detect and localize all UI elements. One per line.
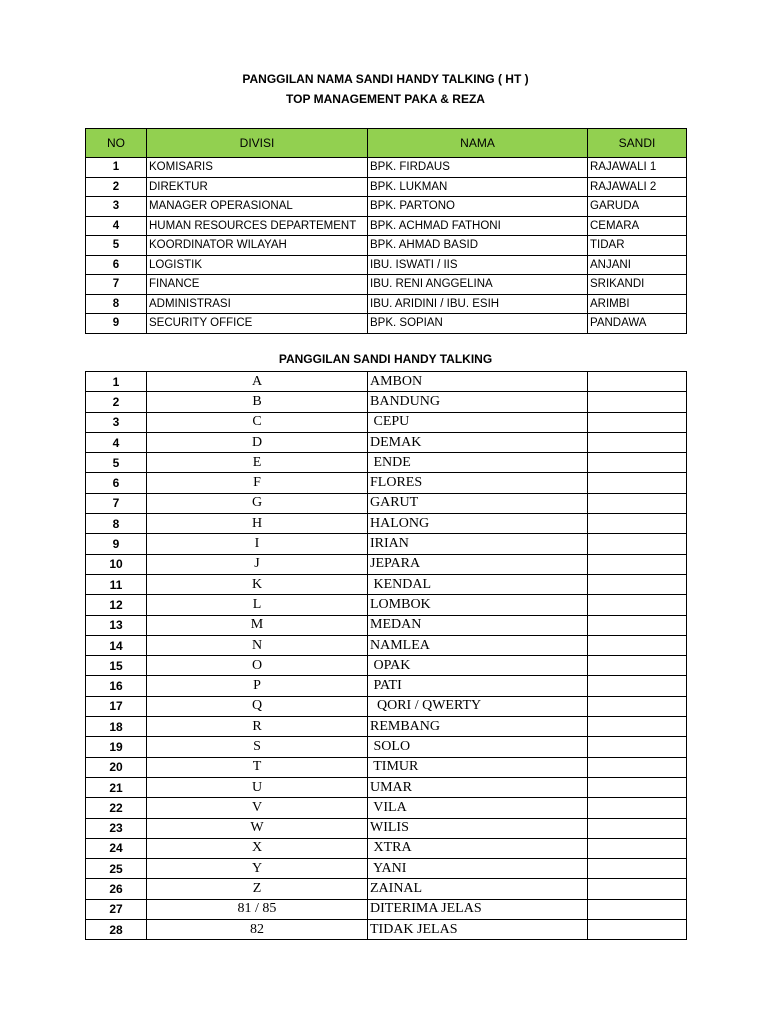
cell-no: 3 [86, 412, 147, 432]
cell-no: 14 [86, 635, 147, 655]
cell-word: KENDAL [368, 574, 588, 594]
cell-no: 6 [86, 255, 147, 275]
cell-divisi: DIREKTUR [147, 177, 368, 197]
header-no: NO [86, 129, 147, 158]
table-row [86, 197, 687, 217]
table-row [86, 432, 687, 452]
cell-nama: BPK. AHMAD BASID [368, 236, 588, 256]
cell-word: ENDE [368, 453, 588, 473]
cell-no: 26 [86, 879, 147, 899]
cell-no: 18 [86, 717, 147, 737]
cell-no: 24 [86, 838, 147, 858]
cell-empty [588, 757, 687, 777]
cell-empty [588, 534, 687, 554]
cell-empty [588, 392, 687, 412]
cell-word: DEMAK [368, 432, 588, 452]
cell-no: 27 [86, 899, 147, 919]
cell-nama: IBU. ISWATI / IIS [368, 255, 588, 275]
cell-no: 25 [86, 859, 147, 879]
cell-empty [588, 635, 687, 655]
header-sandi: SANDI [588, 129, 687, 158]
cell-divisi: ADMINISTRASI [147, 294, 368, 314]
cell-sandi: PANDAWA [588, 314, 687, 334]
cell-letter: G [147, 493, 368, 513]
cell-no: 17 [86, 696, 147, 716]
cell-word: YANI [368, 859, 588, 879]
cell-no: 8 [86, 514, 147, 534]
cell-word: CEPU [368, 412, 588, 432]
cell-empty [588, 838, 687, 858]
cell-word: AMBON [368, 372, 588, 392]
cell-sandi: SRIKANDI [588, 275, 687, 295]
cell-word: XTRA [368, 838, 588, 858]
table-row [86, 255, 687, 275]
cell-letter: I [147, 534, 368, 554]
table-row [86, 879, 687, 899]
cell-word: ZAINAL [368, 879, 588, 899]
table-row [86, 757, 687, 777]
table-row [86, 294, 687, 314]
cell-word: SOLO [368, 737, 588, 757]
cell-empty [588, 615, 687, 635]
codes-table-title: PANGGILAN SANDI HANDY TALKING [278, 352, 493, 366]
cell-empty [588, 574, 687, 594]
cell-no: 15 [86, 656, 147, 676]
cell-letter: B [147, 392, 368, 412]
cell-letter: K [147, 574, 368, 594]
cell-letter: L [147, 595, 368, 615]
cell-letter: T [147, 757, 368, 777]
cell-no: 21 [86, 777, 147, 797]
cell-word: DITERIMA JELAS [368, 899, 588, 919]
cell-empty [588, 920, 687, 940]
cell-letter: Y [147, 859, 368, 879]
table-row [86, 818, 687, 838]
cell-divisi: HUMAN RESOURCES DEPARTEMENT [147, 216, 368, 236]
cell-word: QORI / QWERTY [368, 696, 588, 716]
cell-word: FLORES [368, 473, 588, 493]
cell-nama: IBU. RENI ANGGELINA [368, 275, 588, 295]
phonetic-code-table [85, 371, 687, 940]
cell-empty [588, 859, 687, 879]
header-divisi: DIVISI [147, 129, 368, 158]
cell-no: 5 [86, 236, 147, 256]
cell-empty [588, 696, 687, 716]
cell-letter: N [147, 635, 368, 655]
table-header-row [86, 129, 687, 158]
cell-divisi: SECURITY OFFICE [147, 314, 368, 334]
table-row [86, 514, 687, 534]
table-row [86, 899, 687, 919]
table-row [86, 859, 687, 879]
cell-letter: O [147, 656, 368, 676]
cell-letter: V [147, 798, 368, 818]
cell-letter: C [147, 412, 368, 432]
cell-word: OPAK [368, 656, 588, 676]
cell-letter: H [147, 514, 368, 534]
table-row [86, 412, 687, 432]
cell-nama: BPK. SOPIAN [368, 314, 588, 334]
cell-letter: 82 [147, 920, 368, 940]
cell-word: MEDAN [368, 615, 588, 635]
cell-empty [588, 717, 687, 737]
cell-letter: E [147, 453, 368, 473]
table-row [86, 554, 687, 574]
cell-no: 11 [86, 574, 147, 594]
cell-sandi: CEMARA [588, 216, 687, 236]
cell-word: PATI [368, 676, 588, 696]
cell-word: REMBANG [368, 717, 588, 737]
cell-empty [588, 777, 687, 797]
table-row [86, 493, 687, 513]
table-row [86, 920, 687, 940]
cell-divisi: KOORDINATOR WILAYAH [147, 236, 368, 256]
table-row [86, 216, 687, 236]
cell-letter: R [147, 717, 368, 737]
cell-empty [588, 554, 687, 574]
table-row [86, 838, 687, 858]
table-row [86, 615, 687, 635]
cell-no: 2 [86, 392, 147, 412]
cell-empty [588, 432, 687, 452]
cell-word: TIMUR [368, 757, 588, 777]
cell-word: GARUT [368, 493, 588, 513]
cell-sandi: GARUDA [588, 197, 687, 217]
table-row [86, 534, 687, 554]
cell-no: 13 [86, 615, 147, 635]
cell-empty [588, 372, 687, 392]
cell-empty [588, 595, 687, 615]
cell-no: 10 [86, 554, 147, 574]
cell-word: LOMBOK [368, 595, 588, 615]
cell-empty [588, 493, 687, 513]
table-row [86, 158, 687, 178]
table-row [86, 392, 687, 412]
cell-divisi: KOMISARIS [147, 158, 368, 178]
table-row [86, 696, 687, 716]
cell-no: 5 [86, 453, 147, 473]
table-row [86, 656, 687, 676]
cell-no: 16 [86, 676, 147, 696]
cell-letter: Z [147, 879, 368, 899]
cell-word: JEPARA [368, 554, 588, 574]
cell-no: 23 [86, 818, 147, 838]
cell-empty [588, 453, 687, 473]
cell-sandi: RAJAWALI 2 [588, 177, 687, 197]
table-row [86, 236, 687, 256]
cell-letter: Q [147, 696, 368, 716]
cell-letter: D [147, 432, 368, 452]
cell-divisi: MANAGER OPERASIONAL [147, 197, 368, 217]
cell-word: VILA [368, 798, 588, 818]
cell-letter: U [147, 777, 368, 797]
header-nama: NAMA [368, 129, 588, 158]
cell-empty [588, 514, 687, 534]
cell-nama: BPK. PARTONO [368, 197, 588, 217]
management-callsign-table [85, 128, 687, 334]
cell-letter: M [147, 615, 368, 635]
cell-empty [588, 656, 687, 676]
cell-letter: J [147, 554, 368, 574]
table-row [86, 574, 687, 594]
table-row [86, 595, 687, 615]
cell-no: 1 [86, 372, 147, 392]
table-row [86, 275, 687, 295]
cell-nama: BPK. ACHMAD FATHONI [368, 216, 588, 236]
cell-letter: P [147, 676, 368, 696]
cell-word: BANDUNG [368, 392, 588, 412]
table-row [86, 473, 687, 493]
cell-word: UMAR [368, 777, 588, 797]
cell-empty [588, 879, 687, 899]
cell-letter: S [147, 737, 368, 757]
cell-letter: X [147, 838, 368, 858]
document-title: PANGGILAN NAMA SANDI HANDY TALKING ( HT ) [242, 72, 529, 86]
table-row [86, 717, 687, 737]
cell-sandi: TIDAR [588, 236, 687, 256]
cell-no: 19 [86, 737, 147, 757]
table-row [86, 635, 687, 655]
cell-sandi: ANJANI [588, 255, 687, 275]
table-row [86, 453, 687, 473]
table-row [86, 314, 687, 334]
cell-letter: W [147, 818, 368, 838]
cell-nama: IBU. ARIDINI / IBU. ESIH [368, 294, 588, 314]
cell-no: 9 [86, 314, 147, 334]
cell-divisi: FINANCE [147, 275, 368, 295]
table-row [86, 737, 687, 757]
cell-no: 9 [86, 534, 147, 554]
document-subtitle: TOP MANAGEMENT PAKA & REZA [286, 92, 485, 106]
table-row [86, 777, 687, 797]
cell-no: 4 [86, 216, 147, 236]
cell-no: 3 [86, 197, 147, 217]
cell-divisi: LOGISTIK [147, 255, 368, 275]
cell-empty [588, 676, 687, 696]
cell-word: IRIAN [368, 534, 588, 554]
cell-no: 28 [86, 920, 147, 940]
cell-no: 1 [86, 158, 147, 178]
table-row [86, 177, 687, 197]
cell-sandi: RAJAWALI 1 [588, 158, 687, 178]
cell-word: TIDAK JELAS [368, 920, 588, 940]
cell-word: HALONG [368, 514, 588, 534]
table-row [86, 372, 687, 392]
cell-letter: F [147, 473, 368, 493]
cell-no: 2 [86, 177, 147, 197]
cell-word: NAMLEA [368, 635, 588, 655]
cell-no: 7 [86, 275, 147, 295]
cell-empty [588, 798, 687, 818]
cell-letter: A [147, 372, 368, 392]
cell-no: 12 [86, 595, 147, 615]
cell-empty [588, 412, 687, 432]
cell-empty [588, 818, 687, 838]
cell-no: 22 [86, 798, 147, 818]
table-row [86, 798, 687, 818]
cell-no: 8 [86, 294, 147, 314]
cell-letter: 81 / 85 [147, 899, 368, 919]
cell-no: 6 [86, 473, 147, 493]
table-row [86, 676, 687, 696]
cell-nama: BPK. LUKMAN [368, 177, 588, 197]
cell-no: 20 [86, 757, 147, 777]
cell-empty [588, 473, 687, 493]
cell-sandi: ARIMBI [588, 294, 687, 314]
cell-no: 7 [86, 493, 147, 513]
cell-word: WILIS [368, 818, 588, 838]
cell-no: 4 [86, 432, 147, 452]
cell-empty [588, 737, 687, 757]
cell-nama: BPK. FIRDAUS [368, 158, 588, 178]
cell-empty [588, 899, 687, 919]
